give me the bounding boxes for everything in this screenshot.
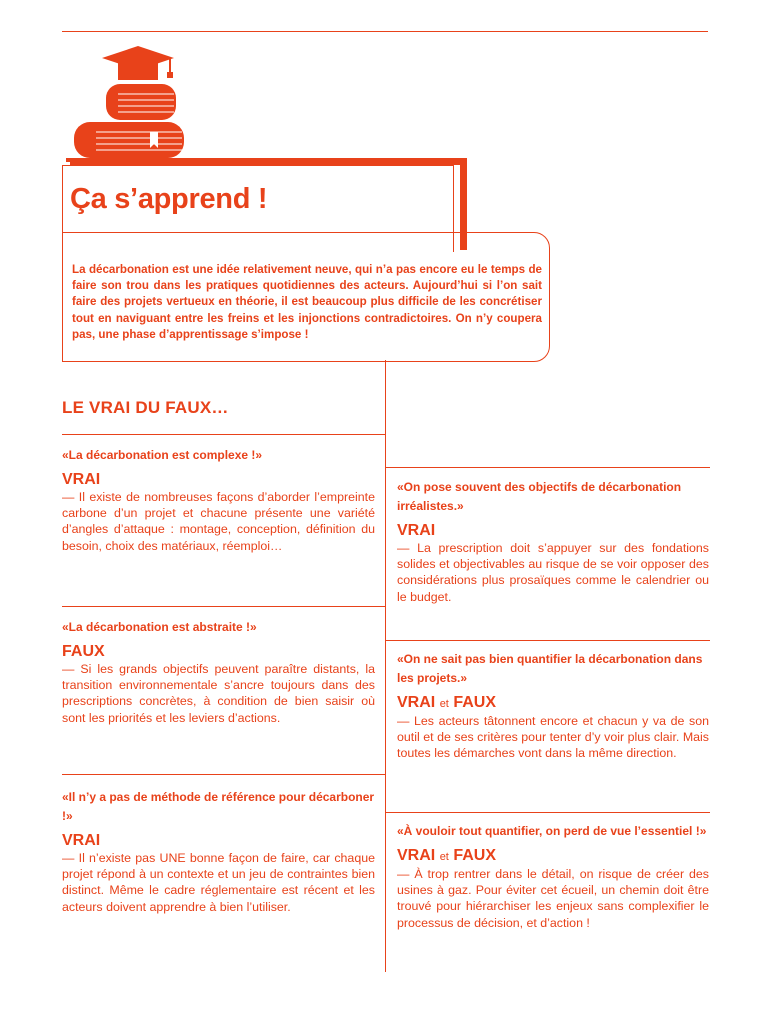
statement-question: «Il n’y a pas de méthode de référence pour décarboner !» [62,790,375,823]
statement-body: — Il existe de nombreuses façons d’aborder l’empreinte carbone d’un projet et chacune présente une variété d’angles d’attaque : montage, conception, définition du besoin, choix des matériaux, réemploi… [62,490,375,553]
statement-question: «On ne sait pas bien quantifier la décarbonation dans les projets.» [397,652,703,685]
statement-question: «La décarbonation est abstraite !» [62,620,257,634]
statement-body: — Si les grands objectifs peuvent paraître distants, la transition environnementale s’ancre toujours dans des prescriptions concrètes, à condition de bien saisir où sont les priorités et les leviers d’actions. [62,662,375,725]
statement-verdict: VRAI [62,471,101,488]
top-rule [62,31,708,32]
statement-question: «On pose souvent des objectifs de décarbonation irréalistes.» [397,480,682,513]
graduation-cap-books-icon [66,44,196,162]
divider [385,812,710,813]
divider [62,606,385,607]
statement-body: — Il n’existe pas UNE bonne façon de faire, car chaque projet répond à un contexte et un jeu de contraintes bien distinct. Même le cadre réglementaire est récent et les acteurs doivent apprendre à bien l’utiliser. [62,851,375,914]
statement-verdict: VRAI [62,832,101,849]
statement-body: — La prescription doit s’appuyer sur des fondations solides et objectivables au risque de se voir opposer des considérations plus prosaïques comme le calendrier ou le budget. [397,541,709,604]
statement-verdict: VRAI et FAUX [397,694,496,711]
statement-item [62,788,375,915]
statement-body: — À trop rentrer dans le détail, on risque de créer des usines à gaz. Pour éviter cet écueil, un chemin doit être trouvé pour hiérarchiser les enjeux sans complexifier le processus de décision, et d’action ! [397,867,709,930]
statement-item [62,618,375,726]
statement-item [397,650,709,762]
divider [62,774,385,775]
column-divider [385,360,386,972]
section-title: LE VRAI DU FAUX… [62,398,229,417]
statement-question: «À vouloir tout quantifier, on perd de vue l’essentiel !» [397,824,707,838]
divider [385,467,710,468]
statement-verdict: VRAI [397,522,436,539]
statement-verdict: FAUX [62,643,105,660]
divider [62,434,385,435]
intro-paragraph: La décarbonation est une idée relativement neuve, qui n’a pas encore eu le temps de faire son trou dans les pratiques quotidiennes des acteurs. Aujourd’hui si l’on sait faire des projets vertueux en théorie, il est beaucoup plus difficile de les concrétiser tout en naviguant entre les freins et les injonctions contradictoires. On n’y coupera pas, une phase d’apprentissage s’impose ! [72,263,542,341]
statement-body: — Les acteurs tâtonnent encore et chacun y va de son outil et de ses critères pour tenter d’y voir plus clair. Mais toutes les démarches vont dans la même direction. [397,714,709,761]
statement-item [397,478,709,605]
page-title: Ça s’apprend ! [70,183,268,215]
statement-verdict: VRAI et FAUX [397,847,496,864]
statement-item [397,822,709,931]
statement-question: «La décarbonation est complexe !» [62,448,263,462]
divider [385,640,710,641]
statement-item [62,446,375,554]
